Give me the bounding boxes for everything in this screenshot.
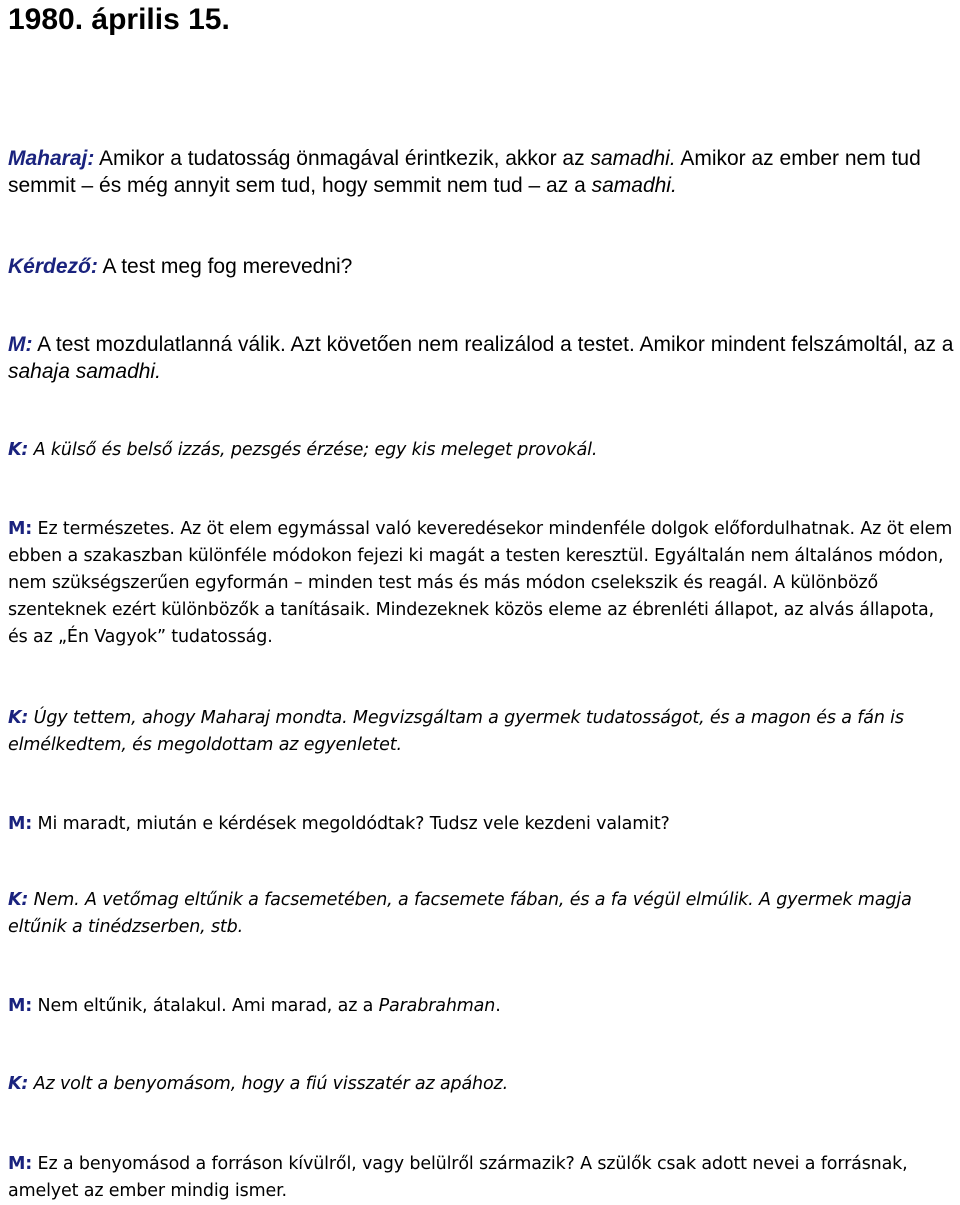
speaker-label: Kérdező:	[8, 255, 98, 278]
paragraph-text: .	[495, 996, 501, 1016]
paragraph-question-1	[8, 253, 956, 280]
paragraph-text: Úgy tettem, ahogy Maharaj mondta. Megvizsgáltam a gyermek tudatosságot, és a magon és a fán is elmélkedtem, és megoldottam az egyenletet.	[8, 708, 904, 755]
speaker-label: K:	[8, 890, 29, 910]
speaker-label: K:	[8, 708, 29, 728]
paragraph-text: Amikor a tudatosság önmagával érintkezik, akkor az	[94, 147, 591, 170]
page-title: 1980. április 15.	[8, 3, 230, 36]
speaker-label: K:	[8, 1074, 29, 1094]
paragraph-answer-3	[8, 811, 956, 838]
speaker-label: M:	[8, 519, 33, 539]
paragraph-maharaj-1	[8, 145, 956, 199]
italic-term: samadhi.	[590, 147, 676, 170]
italic-term: samadhi.	[591, 174, 677, 197]
paragraph-question-5	[8, 1071, 956, 1098]
paragraph-text: A külső és belső izzás, pezsgés érzése; egy kis meleget provokál.	[28, 440, 598, 460]
speaker-label: M:	[8, 814, 33, 834]
paragraph-answer-1	[8, 331, 956, 385]
italic-term: sahaja samadhi.	[8, 360, 161, 383]
paragraph-text: Mi maradt, miután e kérdések megoldódtak? Tudsz vele kezdeni valamit?	[32, 814, 670, 834]
paragraph-answer-5	[8, 1151, 956, 1205]
italic-term: Parabrahman	[378, 996, 496, 1016]
speaker-label: M:	[8, 1154, 33, 1174]
paragraph-question-3	[8, 705, 956, 759]
paragraph-text: Amikor az ember nem tud semmit – és még annyit sem tud, hogy semmit nem tud – az a	[8, 147, 921, 197]
paragraph-answer-2	[8, 516, 956, 651]
paragraph-text: Nem. A vetőmag eltűnik a facsemetében, a facsemete fában, és a fa végül elmúlik. A gyermek magja eltűnik a tinédzserben, stb.	[8, 890, 912, 937]
paragraph-text: Ez természetes. Az öt elem egymással való keveredésekor mindenféle dolgok előfordulhatnak. Az öt elem ebben a szakaszban különféle módokon fejezi ki magát a testen keresztül. Egyáltalán nem általános módon, nem szükségszerűen egyformán – minden test más és más módon cselekszik és reagál. A különböző szenteknek ezért különbözők a tanításaik. Mindezeknek közös eleme az ébrenléti állapot, az alvás állapota, és az „Én Vagyok” tudatosság.	[8, 519, 953, 647]
speaker-label: M:	[8, 333, 33, 356]
paragraph-text: A test mozdulatlanná válik. Azt követően nem realizálod a testet. Amikor mindent felszámoltál, az a	[32, 333, 954, 356]
paragraph-question-4	[8, 887, 956, 941]
paragraph-text: Ez a benyomásod a forráson kívülről, vagy belülről származik? A szülők csak adott nevei a forrásnak, amelyet az ember mindig ismer.	[8, 1154, 908, 1201]
speaker-label: K:	[8, 440, 29, 460]
paragraph-answer-4	[8, 993, 956, 1020]
paragraph-text: A test meg fog merevedni?	[97, 255, 353, 278]
paragraph-text: Nem eltűnik, átalakul. Ami marad, az a	[32, 996, 379, 1016]
paragraph-text: Az volt a benyomásom, hogy a fiú visszatér az apához.	[28, 1074, 508, 1094]
speaker-label: Maharaj:	[8, 147, 95, 170]
speaker-label: M:	[8, 996, 33, 1016]
paragraph-question-2	[8, 437, 956, 464]
